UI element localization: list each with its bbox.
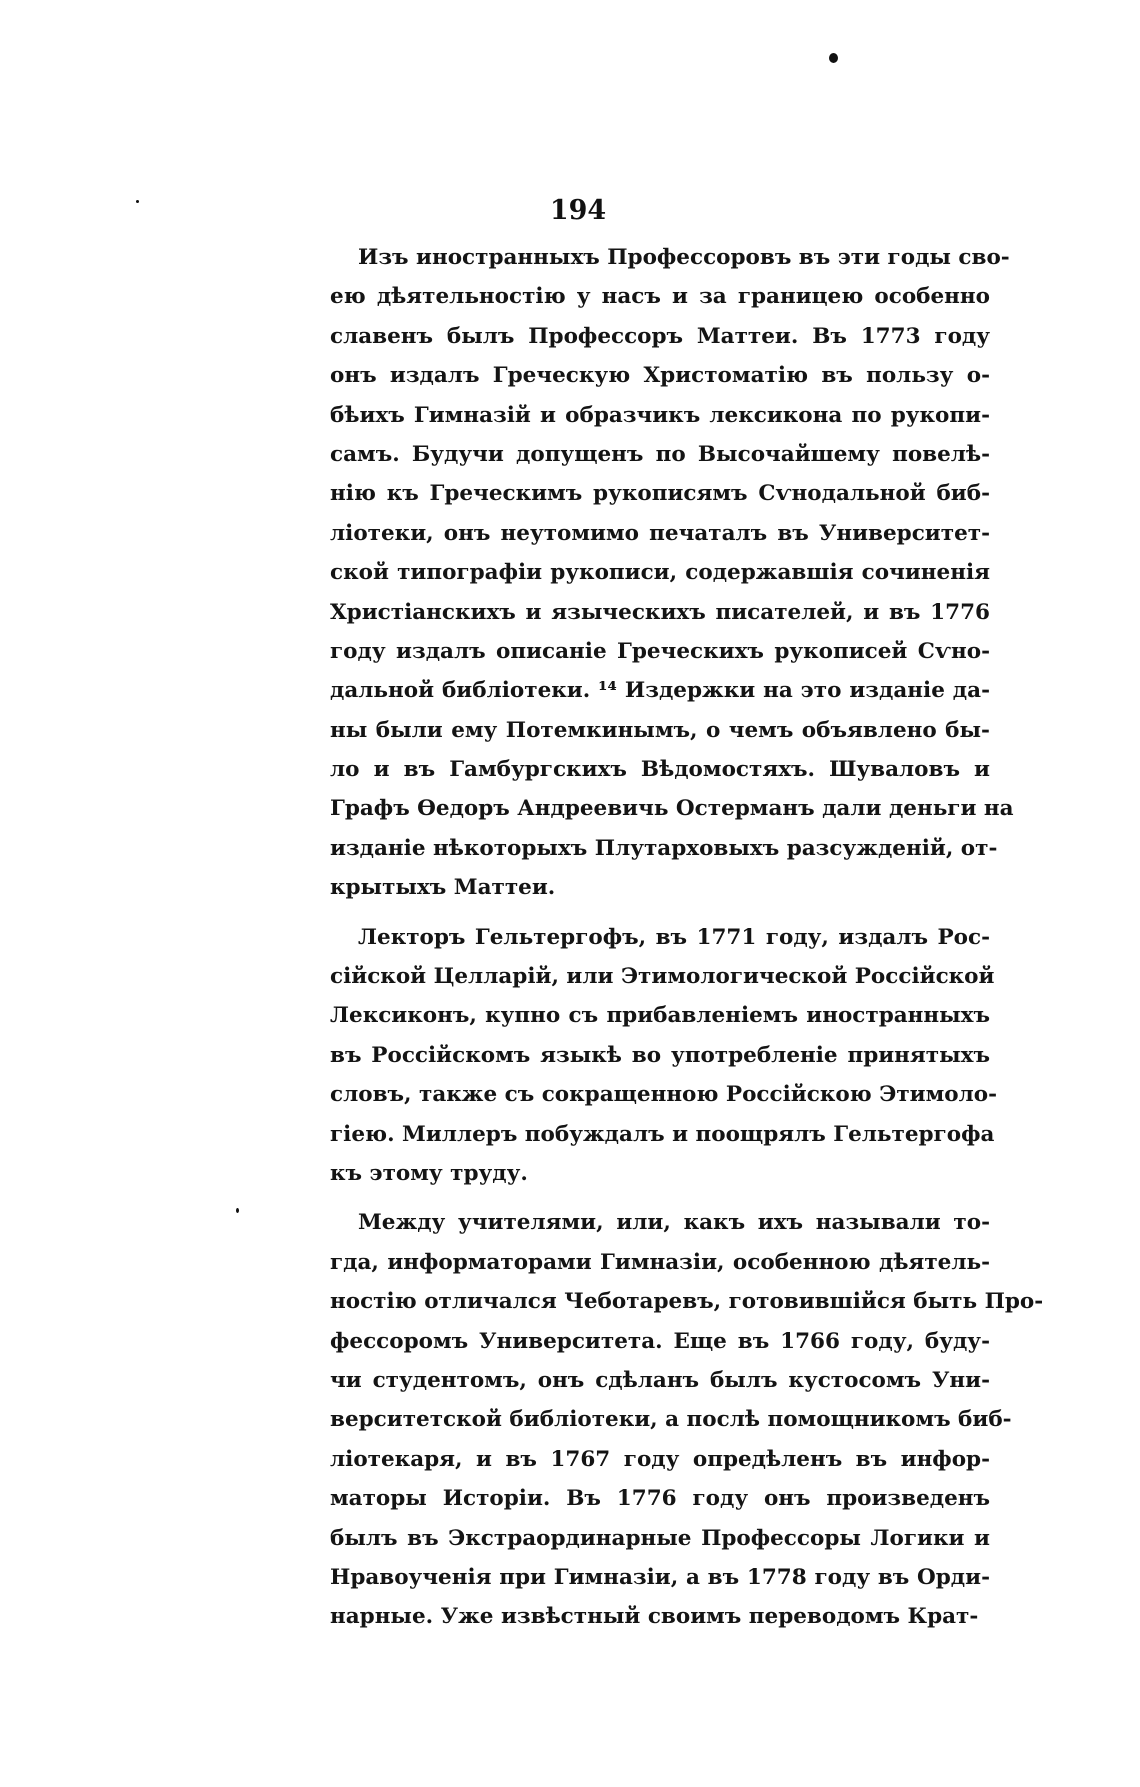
text-line: гіею. Миллеръ побуждалъ и поощрялъ Гельтергофа [330, 1121, 995, 1147]
page-number: 194 [549, 195, 607, 226]
text-line: ею дѣятельностію у насъ и за границею особенно [330, 284, 990, 310]
paragraph [330, 918, 998, 1194]
paragraph [330, 238, 1014, 908]
text-line: Нравоученія при Гимназіи, а въ 1778 году въ Орди- [330, 1564, 990, 1590]
text-line: ностію отличался Чеботаревъ, готовившійся быть Про- [330, 1289, 1044, 1315]
text-line: ны были ему Потемкинымъ, о чемъ объявлено бы- [330, 717, 990, 743]
text-line: крытыхъ Маттеи. [330, 875, 556, 901]
text-line: былъ въ Экстраординарные Профессоры Логики и [330, 1525, 990, 1551]
text-line: Изъ иностранныхъ Профессоровъ въ эти годы сво- [358, 245, 1010, 270]
text-line: гда, информаторами Гимназіи, особенною дѣятель- [330, 1249, 990, 1275]
text-line: онъ издалъ Греческую Христоматію въ пользу о- [330, 363, 990, 389]
text-line: изданіе нѣкоторыхъ Плутарховыхъ разсужденій, от- [330, 835, 998, 861]
text-line: Христіанскихъ и языческихъ писателей, и въ 1776 [330, 599, 990, 625]
text-line: ліотеки, онъ неутомимо печаталъ въ Университет- [330, 520, 990, 546]
ink-speck-mark [236, 1208, 239, 1213]
text-line: Лексиконъ, купно съ прибавленіемъ иностранныхъ [330, 1003, 990, 1029]
text-line: фессоромъ Университета. Еще въ 1766 году, буду- [330, 1328, 990, 1354]
text-line: славенъ былъ Профессоръ Маттеи. Въ 1773 году [330, 323, 990, 349]
text-line: ло и въ Гамбургскихъ Вѣдомостяхъ. Шуваловъ и [330, 757, 990, 783]
body-text [330, 238, 1044, 1647]
text-line: Между учителями, или, какъ ихъ называли то- [358, 1210, 990, 1236]
text-line: ліотекаря, и въ 1767 году опредѣленъ въ инфор- [330, 1446, 990, 1472]
text-line: самъ. Будучи допущенъ по Высочайшему повелѣ- [330, 441, 990, 467]
text-line: Лекторъ Гельтергофъ, въ 1771 году, издалъ Рос- [358, 924, 990, 950]
paragraph [330, 1203, 1044, 1636]
text-line: словъ, также съ сокращенною Россійскою Этимоло- [330, 1082, 998, 1108]
text-line: къ этому труду. [330, 1160, 528, 1186]
text-line: дальной библіотеки. ¹⁴ Издержки на это изданіе да- [330, 678, 990, 704]
text-line: бѣихъ Гимназій и образчикъ лексикона по рукопи- [330, 402, 990, 428]
text-line: верситетской библіотеки, а послѣ помощникомъ биб- [330, 1407, 1012, 1433]
text-line: чи студентомъ, онъ сдѣланъ былъ кустосомъ Уни- [330, 1367, 990, 1393]
text-line: нію къ Греческимъ рукописямъ Сѵнодальной биб- [330, 481, 990, 507]
text-line: году издалъ описаніе Греческихъ рукописей Сѵно- [330, 638, 990, 664]
text-line: сійской Целларій, или Этимологической Россійской [330, 964, 995, 990]
text-line: ской типографіи рукописи, содержавшія сочиненія [330, 560, 990, 586]
text-line: въ Россійскомъ языкѣ во употребленіе принятыхъ [330, 1042, 990, 1068]
ink-speck-dot [829, 53, 838, 63]
text-line: Графъ Ѳедоръ Андреевичь Остерманъ дали деньги на [330, 796, 1014, 822]
text-line: нарные. Уже извѣстный своимъ переводомъ Крат- [330, 1604, 979, 1630]
text-line: маторы Исторіи. Въ 1776 году онъ произведенъ [330, 1486, 990, 1512]
